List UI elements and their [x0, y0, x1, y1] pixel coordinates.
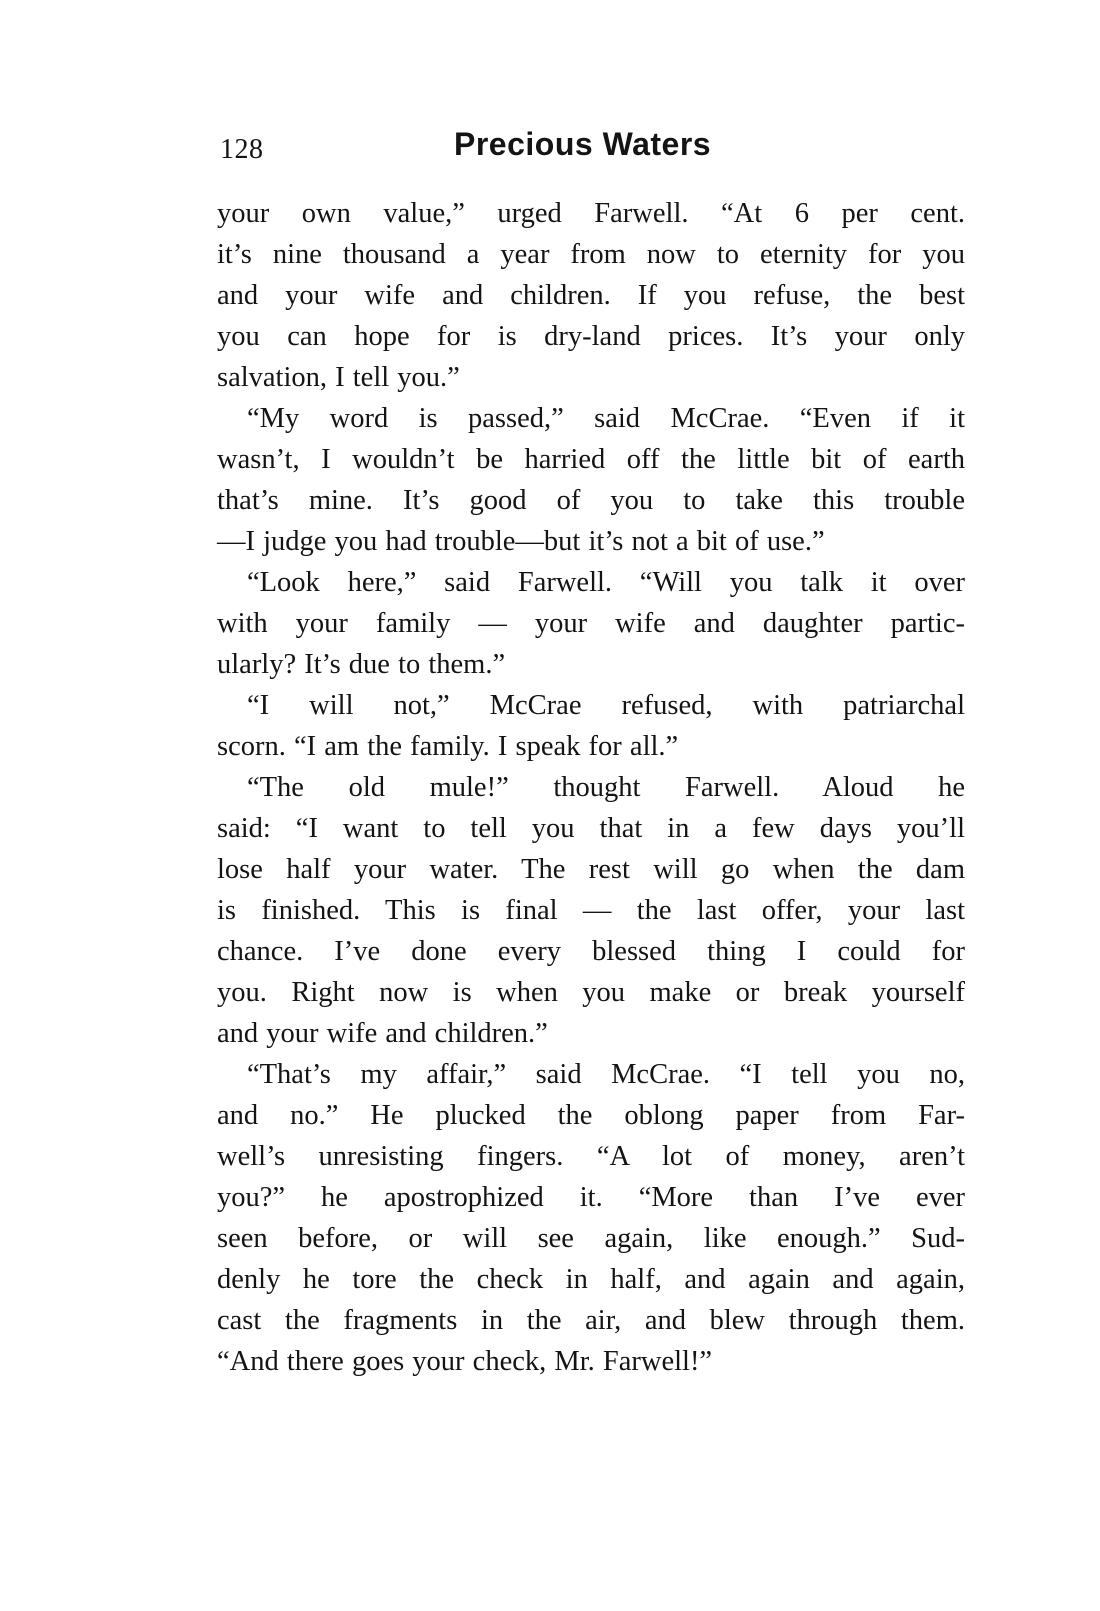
- page-title: Precious Waters: [454, 126, 712, 162]
- text-line: your own value,” urged Farwell. “At 6 per cent.: [217, 198, 965, 229]
- text-line: chance. I’ve done every blessed thing I could for: [217, 936, 965, 967]
- text-line: you. Right now is when you make or break yourself: [217, 977, 965, 1008]
- text-line: and your wife and children.”: [217, 1018, 548, 1049]
- text-line: “I will not,” McCrae refused, with patriarchal: [247, 690, 965, 721]
- text-line: “And there goes your check, Mr. Farwell!”: [217, 1346, 713, 1377]
- page-number: 128: [220, 134, 264, 165]
- text-line: wasn’t, I wouldn’t be harried off the little bit of earth: [217, 444, 965, 475]
- running-head: [220, 126, 965, 172]
- text-line: cast the fragments in the air, and blew through them.: [217, 1305, 965, 1336]
- text-line: “My word is passed,” said McCrae. “Even if it: [247, 403, 965, 434]
- text-line: and no.” He plucked the oblong paper from Far-: [217, 1100, 965, 1131]
- text-line: “Look here,” said Farwell. “Will you talk it over: [247, 567, 965, 598]
- text-line: you can hope for is dry-land prices. It’s your only: [217, 321, 965, 352]
- text-line: ularly? It’s due to them.”: [217, 649, 506, 680]
- text-line: with your family — your wife and daughter partic-: [217, 608, 965, 639]
- text-line: “The old mule!” thought Farwell. Aloud he: [247, 772, 965, 803]
- text-line: that’s mine. It’s good of you to take this trouble: [217, 485, 965, 516]
- text-line: salvation, I tell you.”: [217, 362, 460, 393]
- text-line: it’s nine thousand a year from now to eternity for you: [217, 239, 965, 270]
- text-line: is finished. This is final — the last offer, your last: [217, 895, 965, 926]
- text-line: said: “I want to tell you that in a few days you’ll: [217, 813, 965, 844]
- text-line: you?” he apostrophized it. “More than I’ve ever: [217, 1182, 965, 1213]
- text-line: denly he tore the check in half, and again and again,: [217, 1264, 965, 1295]
- text-line: —I judge you had trouble—but it’s not a bit of use.”: [217, 526, 825, 557]
- text-line: “That’s my affair,” said McCrae. “I tell you no,: [247, 1059, 965, 1090]
- text-line: scorn. “I am the family. I speak for all.”: [217, 731, 679, 762]
- body-text: [217, 193, 965, 1382]
- text-line: seen before, or will see again, like enough.” Sud-: [217, 1223, 965, 1254]
- text-line: lose half your water. The rest will go when the dam: [217, 854, 965, 885]
- text-line: and your wife and children. If you refuse, the best: [217, 280, 965, 311]
- text-line: well’s unresisting fingers. “A lot of money, aren’t: [217, 1141, 965, 1172]
